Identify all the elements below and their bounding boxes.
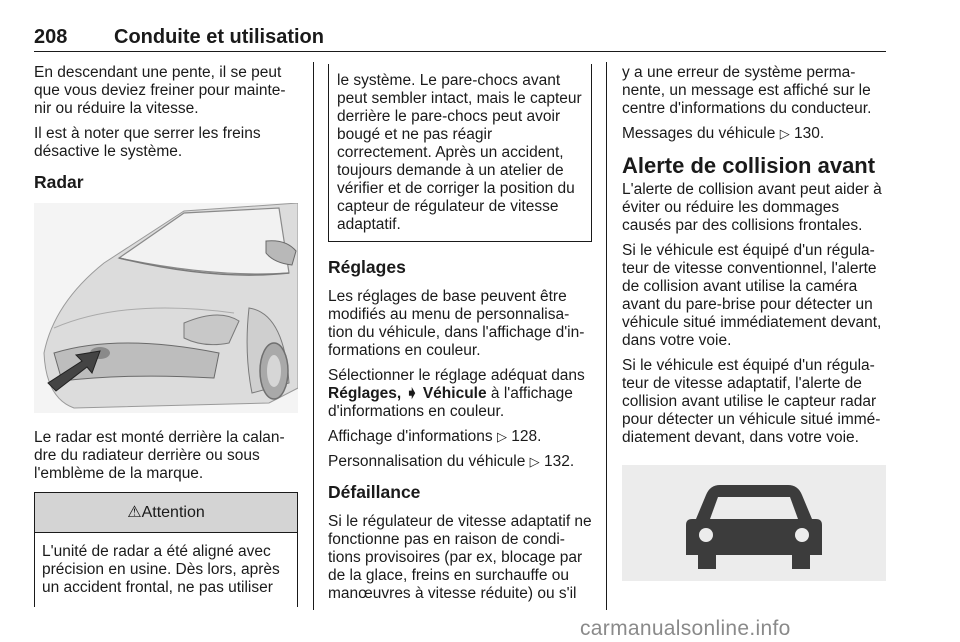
watermark: carmanualsonline.info: [580, 617, 791, 640]
warning-text-continued: le système. Le pare-chocs avant peut sembler intact, mais le capteur derrière le pare-chocs peut avoir bougé et ne pas réagir correctement. Après un accident, toujours demande à un atelier de vérifier et de corriger la position du capteur de régulateur de vitesse adaptatif.: [337, 72, 582, 233]
column-divider: [606, 62, 607, 610]
reference-arrow-icon: ▷: [496, 429, 507, 444]
paragraph: Si le véhicule est équipé d'un régula- teur de vitesse adaptatif, l'alerte de collision avant utilise le capteur radar pour détecter un véhicule situé immé- diatement devant, dans votre voie.: [622, 357, 881, 446]
reference-arrow-icon: ▷: [529, 454, 540, 469]
reference-arrow-icon: ▷: [779, 126, 790, 141]
section-heading-settings: Réglages: [328, 257, 406, 277]
column-divider: [313, 62, 314, 610]
menu-path-settings: Réglages: [328, 385, 397, 402]
paragraph: Les réglages de base peuvent être modifiés au menu de personnalisa- tion du véhicule, dans l'affichage d'in- formations en couleur.: [328, 288, 585, 359]
section-heading-radar: Radar: [34, 172, 84, 192]
warning-icon: ⚠: [127, 504, 142, 521]
paragraph: En descendant une pente, il se peut que vous deviez freiner pour mainte- nir ou réduire la vitesse.: [34, 64, 286, 117]
menu-arrow-icon: , ➧: [396, 385, 419, 402]
warning-text: L'unité de radar a été aligné avec précision en usine. Dès lors, après un accident frontal, ne pas utiliser: [42, 543, 280, 596]
cross-reference: Affichage d'informations ▷ 128.: [328, 428, 542, 445]
column-left: [34, 64, 298, 607]
column-middle: [328, 64, 592, 610]
warning-box-continued: [328, 64, 592, 242]
page-header: [34, 26, 886, 52]
cross-reference: Personnalisation du véhicule ▷ 132.: [328, 453, 575, 470]
paragraph: L'alerte de collision avant peut aider à éviter ou réduire les dommages causés par des collisions frontales.: [622, 181, 882, 234]
menu-path-vehicle: Véhicule: [422, 385, 487, 402]
section-heading-fault: Défaillance: [328, 482, 421, 502]
section-heading-forward-collision-alert: Alerte de collision avant: [622, 153, 876, 178]
warning-box: [34, 492, 298, 607]
page-number: 208: [34, 26, 68, 48]
vehicle-ahead-symbol-figure: [622, 465, 886, 581]
warning-header: [35, 493, 297, 533]
radar-location-illustration: [34, 203, 298, 413]
paragraph: y a une erreur de système perma- nente, un message est affiché sur le centre d'informations du conducteur.: [622, 64, 872, 117]
column-right: [622, 64, 886, 581]
warning-title: Attention: [141, 504, 205, 521]
paragraph: Le radar est monté derrière la calan- dre du radiateur derrière ou sous l'emblème de la marque.: [34, 429, 285, 482]
page-title: Conduite et utilisation: [114, 26, 324, 48]
paragraph-select-setting: Sélectionner le réglage adéquat dans Réglages, ➧ Véhicule à l'affichage d'informations en couleur.: [328, 367, 585, 420]
vehicle-ahead-icon: [622, 465, 886, 581]
paragraph: Il est à noter que serrer les freins désactive le système.: [34, 125, 261, 160]
paragraph: Si le régulateur de vitesse adaptatif ne fonctionne pas en raison de condi- tions provisoires (par ex, blocage par de la glace, freins en surchauffe ou manœuvres à vitesse réduite) ou s'il: [328, 513, 592, 602]
cross-reference: Messages du véhicule ▷ 130.: [622, 125, 825, 142]
paragraph: Si le véhicule est équipé d'un régula- teur de vitesse conventionnel, l'alerte de collision avant utilise la caméra avant du pare-brise pour détecter un véhicule situé immédiatement devant, dans votre voie.: [622, 242, 882, 349]
